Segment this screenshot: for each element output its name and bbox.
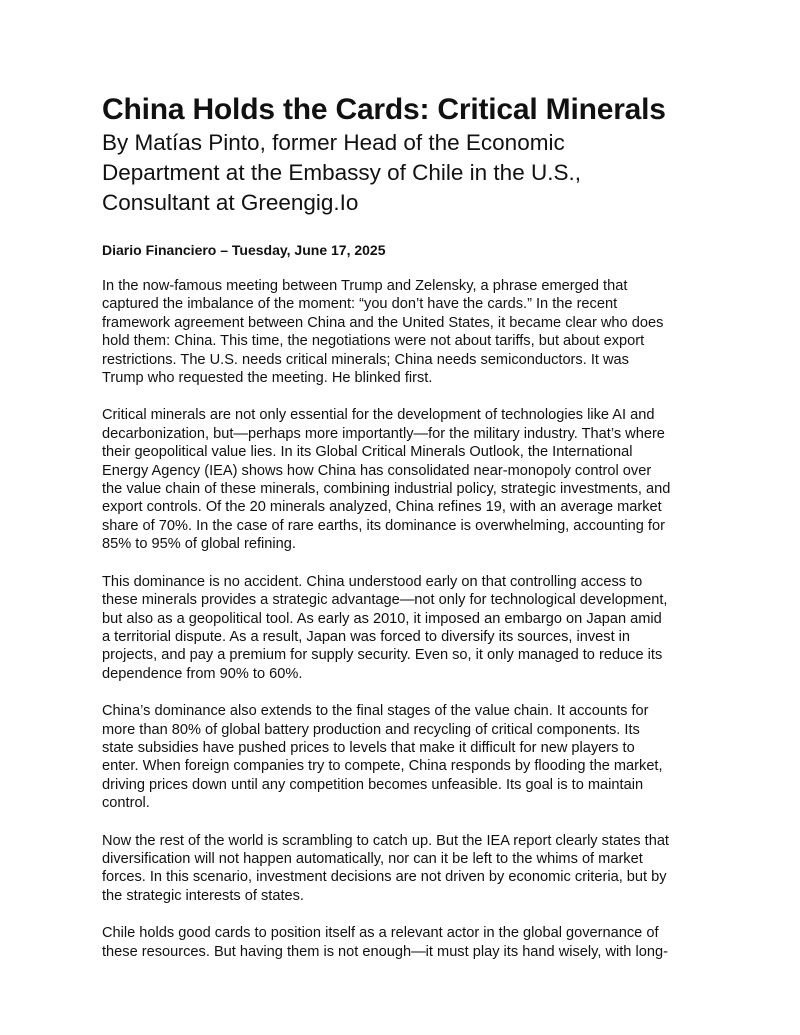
paragraph-line: the value chain of these minerals, combining industrial policy, strategic investments, and — [102, 481, 671, 498]
paragraph-line: Critical minerals are not only essential for the development of technologies like AI and — [102, 407, 655, 424]
paragraph-line: more than 80% of global battery production and recycling of critical components. Its — [102, 721, 640, 738]
paragraph-line: hold them: China. This time, the negotiations were not about tariffs, but about export — [102, 333, 645, 350]
article-paragraph — [102, 573, 702, 683]
paragraph-line: a territorial dispute. As a result, Japan was forced to diversify its sources, invest in — [102, 628, 631, 645]
paragraph-line: share of 70%. In the case of rare earths, its dominance is overwhelming, accounting for — [102, 517, 665, 534]
paragraph-line: restrictions. The U.S. needs critical minerals; China needs semiconductors. It was — [102, 351, 629, 368]
paragraph-line: diversification will not happen automatically, nor can it be left to the whims of market — [102, 850, 643, 867]
paragraph-line: This dominance is no accident. China understood early on that controlling access to — [102, 573, 643, 590]
byline-line: Department at the Embassy of Chile in the U.S., — [102, 160, 581, 185]
paragraph-line: In the now-famous meeting between Trump and Zelensky, a phrase emerged that — [102, 278, 628, 294]
paragraph-line: 85% to 95% of global refining. — [102, 536, 296, 553]
document-page — [102, 92, 702, 980]
paragraph-line: Now the rest of the world is scrambling to catch up. But the IEA report clearly states that — [102, 832, 669, 849]
paragraph-line: Energy Agency (IEA) shows how China has consolidated near-monopoly control over — [102, 462, 652, 479]
paragraph-line: Trump who requested the meeting. He blinked first. — [102, 370, 433, 387]
paragraph-line: dependence from 90% to 60%. — [102, 665, 303, 682]
article-paragraph — [102, 406, 702, 553]
paragraph-line: these resources. But having them is not enough—it must play its hand wisely, with long- — [102, 943, 668, 960]
paragraph-line: control. — [102, 795, 150, 812]
article-paragraph — [102, 702, 702, 812]
paragraph-line: enter. When foreign companies try to compete, China responds by flooding the market, — [102, 758, 663, 775]
paragraph-line: forces. In this scenario, investment decisions are not driven by economic criteria, but by — [102, 869, 667, 886]
paragraph-line: their geopolitical value lies. In its Global Critical Minerals Outlook, the International — [102, 444, 633, 461]
article-paragraph — [102, 924, 702, 961]
paragraph-line: captured the imbalance of the moment: “you don’t have the cards.” In the recent — [102, 296, 618, 313]
byline-line: By Matías Pinto, former Head of the Economic — [102, 130, 565, 155]
byline-line: Consultant at Greengig.Io — [102, 190, 359, 215]
paragraph-line: these minerals provides a strategic advantage—not only for technological development, — [102, 592, 668, 609]
article-paragraph — [102, 832, 702, 906]
paragraph-line: state subsidies have pushed prices to levels that make it difficult for new players to — [102, 739, 635, 756]
paragraph-line: decarbonization, but—perhaps more importantly—for the military industry. That’s where — [102, 425, 665, 442]
article-dateline: Diario Financiero – Tuesday, June 17, 2025 — [102, 242, 386, 258]
paragraph-line: projects, and pay a premium for supply security. Even so, it only managed to reduce its — [102, 647, 663, 664]
article-title: China Holds the Cards: Critical Minerals — [102, 93, 666, 126]
article-body — [102, 277, 702, 961]
paragraph-line: China’s dominance also extends to the final stages of the value chain. It accounts for — [102, 703, 649, 720]
paragraph-line: but also as a geopolitical tool. As early as 2010, it imposed an embargo on Japan amid — [102, 610, 662, 627]
paragraph-line: driving prices down until any competition becomes unfeasible. Its goal is to maintain — [102, 776, 644, 793]
paragraph-line: export controls. Of the 20 minerals analyzed, China refines 19, with an average market — [102, 499, 662, 516]
paragraph-line: framework agreement between China and the United States, it became clear who does — [102, 314, 664, 331]
article-byline — [102, 128, 702, 218]
paragraph-line: Chile holds good cards to position itself as a relevant actor in the global governance of — [102, 925, 659, 942]
paragraph-line: the strategic interests of states. — [102, 887, 304, 904]
article-paragraph — [102, 277, 702, 387]
